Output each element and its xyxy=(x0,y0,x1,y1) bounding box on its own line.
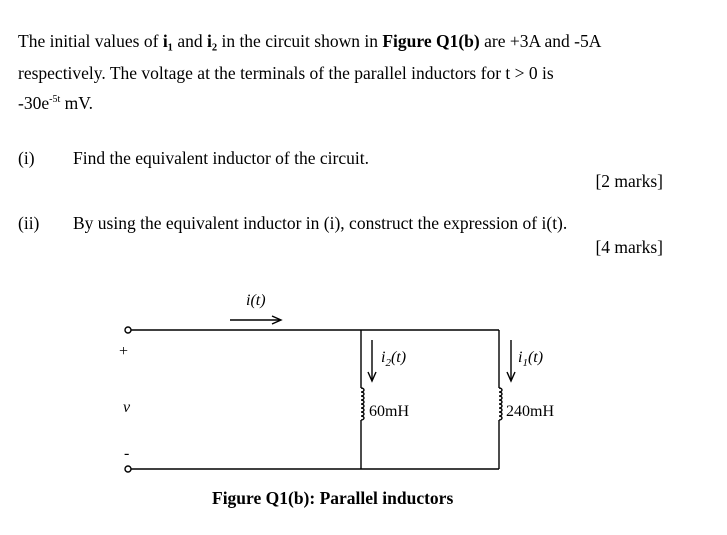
inductor-240mh-coil xyxy=(499,388,502,420)
i1-symbol: i₁ xyxy=(162,31,173,51)
part-ii-number: (ii) xyxy=(18,213,40,233)
question-line-2: respectively. The voltage at the terminals of the parallel inductors for t > 0 is xyxy=(18,63,554,83)
i1-label: $i_1(t)$ xyxy=(518,349,544,369)
voltage-exponent: -5t xyxy=(49,94,61,105)
part-i-marks: [2 marks] xyxy=(595,171,663,191)
minus-sign: - xyxy=(124,445,130,462)
voltage-base: -30e xyxy=(18,93,50,113)
intro-mid: in the circuit shown in xyxy=(217,31,383,51)
i2-symbol: i₂ xyxy=(206,31,218,51)
part-ii-text: By using the equivalent inductor in (i), construct the expression of i(t). xyxy=(73,213,568,233)
inductor-240mh-value: 240mH xyxy=(506,403,554,420)
terminal-top xyxy=(125,327,131,333)
inductor-60mh-coil xyxy=(361,388,364,420)
intro-text: The initial values of xyxy=(18,31,163,51)
main-current-label: i(t) xyxy=(246,292,266,309)
part-i-number: (i) xyxy=(18,148,35,168)
figure-reference: Figure Q1(b) xyxy=(382,31,480,51)
voltage-unit: mV. xyxy=(60,93,93,113)
plus-sign: + xyxy=(119,343,129,360)
figure-caption: Figure Q1(b): Parallel inductors xyxy=(212,488,454,508)
part-ii-marks: [4 marks] xyxy=(595,237,663,257)
part-i-text: Find the equivalent inductor of the circuit. xyxy=(73,148,369,168)
intro-post: are +3A and -5A xyxy=(479,31,602,51)
voltage-label: v xyxy=(123,399,131,416)
terminal-bottom xyxy=(125,466,131,472)
i2-label: $i_2(t)$ xyxy=(381,349,407,369)
intro-and: and xyxy=(172,31,207,51)
inductor-60mh-value: 60mH xyxy=(369,403,409,420)
